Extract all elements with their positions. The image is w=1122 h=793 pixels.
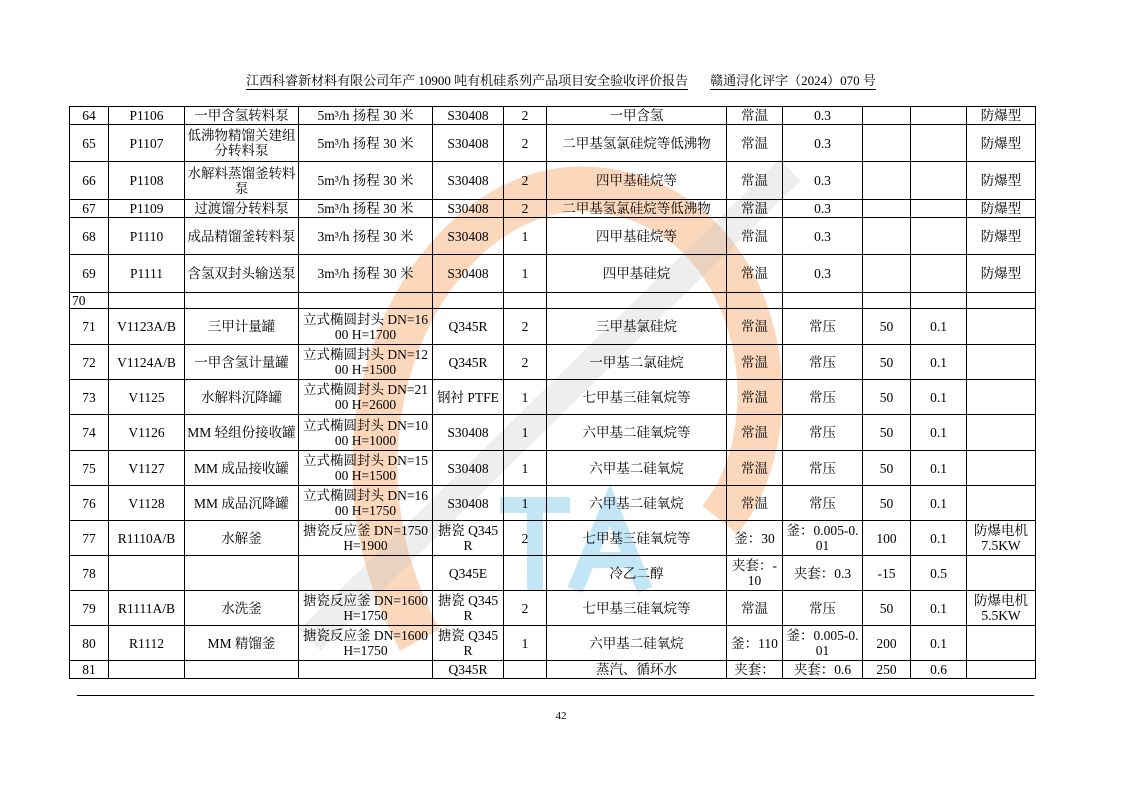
footer-divider	[77, 695, 1034, 696]
cell-material: S30408	[433, 451, 504, 486]
cell-medium: 六甲基二硅氧烷	[547, 451, 727, 486]
cell-medium: 一甲基二氯硅烷	[547, 345, 727, 380]
cell-name: MM 精馏釜	[185, 626, 299, 661]
cell-no: 66	[70, 162, 109, 200]
cell-name	[185, 556, 299, 591]
cell-design-temperature	[863, 218, 911, 255]
cell-pressure: 常压	[783, 309, 863, 345]
table-row	[70, 486, 1036, 521]
cell-no: 69	[70, 255, 109, 293]
cell-remark: 防爆型	[967, 162, 1036, 200]
cell-pressure: 常压	[783, 380, 863, 415]
cell-no: 75	[70, 451, 109, 486]
cell-qty: 1	[504, 451, 547, 486]
cell-design-pressure	[911, 125, 967, 162]
cell-qty: 1	[504, 415, 547, 451]
cell-no: 71	[70, 309, 109, 345]
cell-no: 64	[70, 107, 109, 125]
cell-no: 76	[70, 486, 109, 521]
cell-tag	[109, 556, 185, 591]
cell-remark	[967, 345, 1036, 380]
cell-no: 73	[70, 380, 109, 415]
table-row	[70, 218, 1036, 255]
cell-tag: R1111A/B	[109, 591, 185, 626]
cell-spec	[299, 293, 433, 309]
cell-qty: 1	[504, 380, 547, 415]
cell-temperature: 釜：110	[727, 626, 783, 661]
cell-name: 水解料沉降罐	[185, 380, 299, 415]
report-code: 赣通浔化评字（2024）070 号	[710, 73, 876, 88]
cell-material: 搪瓷 Q345R	[433, 521, 504, 556]
table-row	[70, 626, 1036, 661]
cell-no: 67	[70, 200, 109, 218]
cell-design-temperature: 100	[863, 521, 911, 556]
cell-spec: 立式椭圆封头 DN=1600 H=1700	[299, 309, 433, 345]
cell-spec: 5m³/h 扬程 30 米	[299, 162, 433, 200]
cell-remark	[967, 661, 1036, 679]
cell-design-temperature: 50	[863, 486, 911, 521]
cell-tag: P1108	[109, 162, 185, 200]
cell-spec	[299, 556, 433, 591]
cell-pressure: 0.3	[783, 125, 863, 162]
cell-design-temperature: 50	[863, 451, 911, 486]
cell-qty: 2	[504, 107, 547, 125]
cell-design-temperature	[863, 200, 911, 218]
cell-no: 78	[70, 556, 109, 591]
cell-spec: 立式椭圆封头 DN=1600 H=1750	[299, 486, 433, 521]
cell-remark	[967, 415, 1036, 451]
cell-medium: 六甲基二硅氧烷	[547, 626, 727, 661]
cell-temperature: 夹套：-10	[727, 556, 783, 591]
cell-design-temperature: 50	[863, 415, 911, 451]
cell-medium: 四甲基硅烷	[547, 255, 727, 293]
cell-name: 过渡馏分转料泵	[185, 200, 299, 218]
cell-name: 低沸物精馏关建组分转料泵	[185, 125, 299, 162]
cell-pressure: 0.3	[783, 255, 863, 293]
cell-spec: 搪瓷反应釜 DN=1600 H=1750	[299, 591, 433, 626]
cell-name: 成品精馏釜转料泵	[185, 218, 299, 255]
cell-name: 一甲含氢转料泵	[185, 107, 299, 125]
cell-no: 70	[70, 293, 109, 309]
cell-qty: 1	[504, 486, 547, 521]
table-row	[70, 591, 1036, 626]
table-row	[70, 125, 1036, 162]
cell-no: 72	[70, 345, 109, 380]
cell-qty: 1	[504, 255, 547, 293]
cell-tag: V1124A/B	[109, 345, 185, 380]
cell-name: MM 成品沉降罐	[185, 486, 299, 521]
cell-remark: 防爆电机 5.5KW	[967, 591, 1036, 626]
cell-no: 74	[70, 415, 109, 451]
cell-medium: 冷乙二醇	[547, 556, 727, 591]
cell-spec: 搪瓷反应釜 DN=1600 H=1750	[299, 626, 433, 661]
cell-qty: 2	[504, 591, 547, 626]
cell-name	[185, 661, 299, 679]
cell-design-pressure	[911, 218, 967, 255]
cell-pressure: 0.3	[783, 162, 863, 200]
cell-tag: V1128	[109, 486, 185, 521]
cell-temperature: 常温	[727, 218, 783, 255]
table-row	[70, 255, 1036, 293]
cell-material: S30408	[433, 218, 504, 255]
cell-pressure: 釜：0.005-0.01	[783, 521, 863, 556]
cell-design-temperature	[863, 125, 911, 162]
table-row	[70, 380, 1036, 415]
cell-remark	[967, 451, 1036, 486]
cell-qty: 2	[504, 200, 547, 218]
cell-material: Q345R	[433, 309, 504, 345]
cell-spec: 立式椭圆封头 DN=2100 H=2600	[299, 380, 433, 415]
cell-temperature: 常温	[727, 345, 783, 380]
cell-pressure: 0.3	[783, 107, 863, 125]
cell-medium: 二甲基氢氯硅烷等低沸物	[547, 125, 727, 162]
cell-temperature: 常温	[727, 200, 783, 218]
cell-medium	[547, 293, 727, 309]
cell-design-pressure: 0.1	[911, 309, 967, 345]
cell-pressure: 夹套：0.6	[783, 661, 863, 679]
cell-spec: 立式椭圆封头 DN=1500 H=1500	[299, 451, 433, 486]
cell-tag: R1112	[109, 626, 185, 661]
cell-temperature: 常温	[727, 162, 783, 200]
cell-remark	[967, 380, 1036, 415]
cell-qty	[504, 661, 547, 679]
table-row	[70, 345, 1036, 380]
cell-no: 77	[70, 521, 109, 556]
cell-tag: P1106	[109, 107, 185, 125]
table-row	[70, 661, 1036, 679]
cell-design-temperature: 50	[863, 591, 911, 626]
cell-no: 68	[70, 218, 109, 255]
cell-qty: 2	[504, 345, 547, 380]
cell-design-temperature	[863, 162, 911, 200]
cell-pressure: 常压	[783, 415, 863, 451]
cell-medium: 四甲基硅烷等	[547, 218, 727, 255]
cell-pressure: 常压	[783, 591, 863, 626]
cell-temperature: 常温	[727, 451, 783, 486]
cell-pressure	[783, 293, 863, 309]
cell-temperature: 常温	[727, 415, 783, 451]
cell-temperature: 常温	[727, 486, 783, 521]
cell-pressure: 常压	[783, 345, 863, 380]
cell-design-pressure	[911, 162, 967, 200]
cell-pressure: 夹套：0.3	[783, 556, 863, 591]
cell-design-temperature: 50	[863, 309, 911, 345]
cell-name: MM 成品接收罐	[185, 451, 299, 486]
cell-tag: R1110A/B	[109, 521, 185, 556]
cell-tag	[109, 293, 185, 309]
cell-material: S30408	[433, 415, 504, 451]
cell-design-pressure	[911, 200, 967, 218]
cell-pressure: 常压	[783, 451, 863, 486]
cell-tag: P1107	[109, 125, 185, 162]
cell-name: 水解料蒸馏釜转料泵	[185, 162, 299, 200]
cell-material: 搪瓷 Q345R	[433, 591, 504, 626]
cell-medium: 七甲基三硅氧烷等	[547, 591, 727, 626]
cell-medium: 六甲基二硅氧烷等	[547, 415, 727, 451]
cell-remark	[967, 293, 1036, 309]
cell-temperature: 常温	[727, 380, 783, 415]
table-row	[70, 451, 1036, 486]
cell-name	[185, 293, 299, 309]
cell-no: 80	[70, 626, 109, 661]
cell-name: 含氢双封头输送泵	[185, 255, 299, 293]
cell-medium: 二甲基氢氯硅烷等低沸物	[547, 200, 727, 218]
cell-pressure: 常压	[783, 486, 863, 521]
cell-remark	[967, 556, 1036, 591]
cell-remark: 防爆型	[967, 200, 1036, 218]
cell-material: S30408	[433, 486, 504, 521]
report-title: 江西科睿新材料有限公司年产 10900 吨有机硅系列产品项目安全验收评价报告	[246, 73, 689, 88]
cell-temperature: 常温	[727, 309, 783, 345]
cell-medium: 六甲基二硅氧烷	[547, 486, 727, 521]
cell-qty: 2	[504, 309, 547, 345]
cell-material: 钢衬 PTFE	[433, 380, 504, 415]
cell-design-pressure: 0.1	[911, 415, 967, 451]
cell-design-pressure: 0.1	[911, 591, 967, 626]
cell-spec	[299, 661, 433, 679]
cell-name: 一甲含氢计量罐	[185, 345, 299, 380]
cell-temperature: 釜：30	[727, 521, 783, 556]
cell-pressure: 釜：0.005-0.01	[783, 626, 863, 661]
table-row	[70, 162, 1036, 200]
cell-design-pressure: 0.1	[911, 345, 967, 380]
cell-temperature	[727, 293, 783, 309]
cell-material: 搪瓷 Q345R	[433, 626, 504, 661]
cell-qty	[504, 556, 547, 591]
cell-medium: 七甲基三硅氧烷等	[547, 521, 727, 556]
cell-pressure: 0.3	[783, 200, 863, 218]
cell-no: 65	[70, 125, 109, 162]
cell-design-temperature: -15	[863, 556, 911, 591]
cell-design-temperature: 250	[863, 661, 911, 679]
cell-tag: P1110	[109, 218, 185, 255]
cell-design-pressure	[911, 293, 967, 309]
cell-design-pressure: 0.1	[911, 380, 967, 415]
cell-medium: 七甲基三硅氧烷等	[547, 380, 727, 415]
table-row	[70, 107, 1036, 125]
page-number: 42	[555, 710, 567, 722]
cell-spec: 3m³/h 扬程 30 米	[299, 255, 433, 293]
cell-tag: V1123A/B	[109, 309, 185, 345]
cell-name: MM 轻组份接收罐	[185, 415, 299, 451]
equipment-table	[69, 106, 1036, 679]
cell-design-pressure: 0.1	[911, 486, 967, 521]
cell-material: Q345E	[433, 556, 504, 591]
cell-medium: 三甲基氯硅烷	[547, 309, 727, 345]
cell-material	[433, 293, 504, 309]
page-header	[0, 70, 1122, 89]
cell-remark: 防爆型	[967, 255, 1036, 293]
cell-remark	[967, 486, 1036, 521]
cell-name: 三甲计量罐	[185, 309, 299, 345]
cell-design-pressure: 0.6	[911, 661, 967, 679]
cell-spec: 5m³/h 扬程 30 米	[299, 107, 433, 125]
cell-remark	[967, 309, 1036, 345]
cell-tag: P1111	[109, 255, 185, 293]
table-row	[70, 556, 1036, 591]
cell-qty: 2	[504, 521, 547, 556]
cell-material: Q345R	[433, 661, 504, 679]
cell-design-pressure: 0.1	[911, 451, 967, 486]
cell-no: 79	[70, 591, 109, 626]
cell-pressure: 0.3	[783, 218, 863, 255]
cell-material: S30408	[433, 125, 504, 162]
cell-material: S30408	[433, 162, 504, 200]
cell-material: Q345R	[433, 345, 504, 380]
cell-design-pressure	[911, 255, 967, 293]
cell-material: S30408	[433, 255, 504, 293]
cell-design-pressure: 0.5	[911, 556, 967, 591]
cell-spec: 立式椭圆封头 DN=1000 H=1000	[299, 415, 433, 451]
cell-spec: 搪瓷反应釜 DN=1750 H=1900	[299, 521, 433, 556]
cell-design-temperature: 50	[863, 380, 911, 415]
cell-name: 水解釜	[185, 521, 299, 556]
cell-design-temperature	[863, 255, 911, 293]
cell-medium: 四甲基硅烷等	[547, 162, 727, 200]
cell-design-temperature	[863, 107, 911, 125]
cell-qty: 2	[504, 162, 547, 200]
cell-remark: 防爆型	[967, 125, 1036, 162]
cell-remark: 防爆电机 7.5KW	[967, 521, 1036, 556]
cell-material: S30408	[433, 107, 504, 125]
cell-spec: 3m³/h 扬程 30 米	[299, 218, 433, 255]
cell-design-temperature	[863, 293, 911, 309]
cell-qty: 1	[504, 218, 547, 255]
cell-temperature: 常温	[727, 107, 783, 125]
cell-design-pressure	[911, 107, 967, 125]
table-row	[70, 309, 1036, 345]
cell-temperature: 夹套：	[727, 661, 783, 679]
cell-material: S30408	[433, 200, 504, 218]
cell-design-pressure: 0.1	[911, 521, 967, 556]
cell-no: 81	[70, 661, 109, 679]
cell-qty	[504, 293, 547, 309]
cell-tag: V1126	[109, 415, 185, 451]
cell-temperature: 常温	[727, 255, 783, 293]
cell-design-temperature: 200	[863, 626, 911, 661]
cell-temperature: 常温	[727, 125, 783, 162]
cell-tag: V1127	[109, 451, 185, 486]
table-row	[70, 293, 1036, 309]
table-row	[70, 415, 1036, 451]
cell-remark: 防爆型	[967, 107, 1036, 125]
cell-name: 水洗釜	[185, 591, 299, 626]
table-row	[70, 200, 1036, 218]
cell-design-pressure: 0.1	[911, 626, 967, 661]
cell-temperature: 常温	[727, 591, 783, 626]
cell-design-temperature: 50	[863, 345, 911, 380]
cell-tag: P1109	[109, 200, 185, 218]
cell-medium: 蒸汽、循环水	[547, 661, 727, 679]
cell-spec: 5m³/h 扬程 30 米	[299, 125, 433, 162]
cell-tag: V1125	[109, 380, 185, 415]
cell-remark: 防爆型	[967, 218, 1036, 255]
table-row	[70, 521, 1036, 556]
cell-spec: 立式椭圆封头 DN=1200 H=1500	[299, 345, 433, 380]
cell-remark	[967, 626, 1036, 661]
cell-medium: 一甲含氢	[547, 107, 727, 125]
cell-qty: 1	[504, 626, 547, 661]
cell-tag	[109, 661, 185, 679]
cell-qty: 2	[504, 125, 547, 162]
cell-spec: 5m³/h 扬程 30 米	[299, 200, 433, 218]
